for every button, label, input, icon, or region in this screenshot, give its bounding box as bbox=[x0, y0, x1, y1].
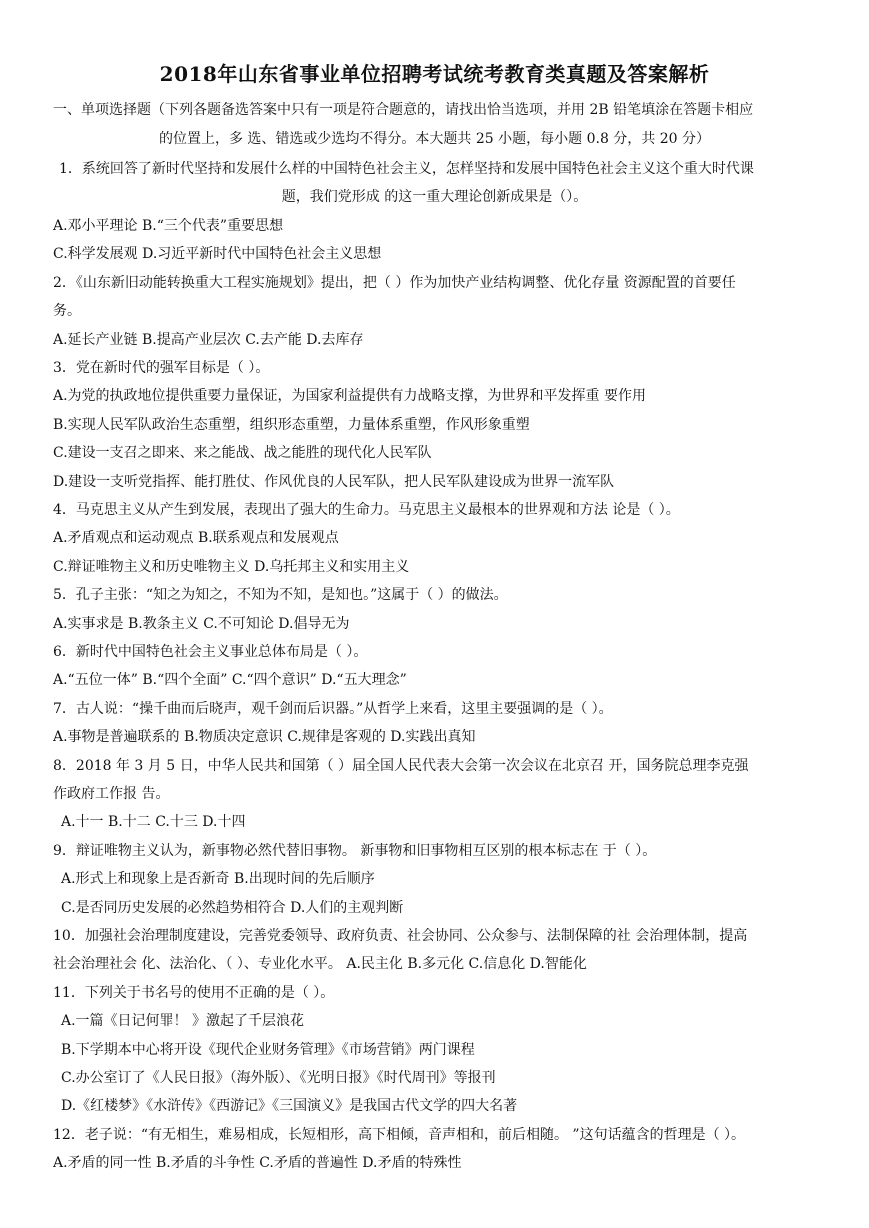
q1-option-line: A.邓小平理论 B.“三个代表”重要思想 bbox=[53, 218, 284, 234]
q9-stem: 9．辩证唯物主义认为，新事物必然代替旧事物。 新事物和旧事物相互区别的根本标志在 于（ ）。 bbox=[53, 843, 657, 859]
q4-option-line: C.辩证唯物主义和历史唯物主义 D.乌托邦主义和实用主义 bbox=[53, 559, 410, 575]
q11-option-line: C.办公室订了《人民日报》（海外版）、《光明日报》《时代周刊》等报刊 bbox=[61, 1070, 496, 1086]
q9-option-line: C.是否同历史发展的必然趋势相符合 D.人们的主观判断 bbox=[61, 900, 404, 916]
q11-option-line: B.下学期本中心将开设《现代企业财务管理》《市场营销》两门课程 bbox=[61, 1042, 475, 1058]
q1-stem-line-2: 题，我们党形成 的这一重大理论创新成果是（）。 bbox=[281, 189, 588, 205]
q6-stem: 6．新时代中国特色社会主义事业总体布局是（ ）。 bbox=[53, 644, 368, 660]
q4-option-line: A.矛盾观点和运动观点 B.联系观点和发展观点 bbox=[53, 530, 339, 546]
q10-stem-line-2: 社会治理社会 化、法治化、（ ）、专业化水平。 A.民主化 B.多元化 C.信息化 D.智能化 bbox=[53, 956, 587, 972]
q4-stem: 4．马克思主义从产生到发展，表现出了强大的生命力。马克思主义最根本的世界观和方法 论是（ ）。 bbox=[53, 502, 680, 518]
q3-option-line: A.为党的执政地位提供重要力量保证，为国家利益提供有力战略支撑，为世界和平发挥重 要作用 bbox=[53, 388, 647, 404]
q6-option-line: A.“五位一体” B.“四个全面” C.“四个意识” D.“五大理念” bbox=[53, 672, 407, 688]
q3-stem: 3．党在新时代的强军目标是（ ）。 bbox=[53, 360, 270, 376]
q11-option-line: D.《红楼梦》《水浒传》《西游记》《三国演义》是我国古代文学的四大名著 bbox=[61, 1098, 518, 1114]
q9-option-line: A.形式上和现象上是否新奇 B.出现时间的先后顺序 bbox=[61, 871, 375, 887]
q2-stem-line-2: 务。 bbox=[53, 303, 81, 319]
q8-option-line: A.十一 B.十二 C.十三 D.十四 bbox=[61, 814, 246, 830]
q10-stem-line-1: 10．加强社会治理制度建设，完善党委领导、政府负责、社会协同、公众参与、法制保障的社 会治理体制，提高 bbox=[53, 928, 748, 944]
q8-stem-line-1: 8．2018 年 3 月 5 日，中华人民共和国第（ ）届全国人民代表大会第一次会议在北京召 开，国务院总理李克强 bbox=[53, 758, 749, 774]
q5-option-line: A.实事求是 B.教条主义 C.不可知论 D.倡导无为 bbox=[53, 616, 350, 632]
q5-stem: 5．孔子主张：“知之为知之，不知为不知，是知也。”这属于（ ）的做法。 bbox=[53, 587, 508, 603]
q2-stem-line-1: 2．《山东新旧动能转换重大工程实施规划》提出，把（ ）作为加快产业结构调整、优化存量 资源配置的首要任 bbox=[53, 275, 736, 291]
q7-stem: 7．古人说：“操千曲而后晓声，观千剑而后识器。”从哲学上来看，这里主要强调的是（ ）。 bbox=[53, 701, 613, 717]
q11-option-line: A.一篇《日记何罪！ 》激起了千层浪花 bbox=[61, 1013, 305, 1029]
q3-option-line: B.实现人民军队政治生态重塑，组织形态重塑，力量体系重塑，作风形象重塑 bbox=[53, 417, 530, 433]
section-header-line-1: 一、单项选择题（下列各题备选答案中只有一项是符合题意的，请找出恰当选项，并用 2B 铅笔填涂在答题卡相应 bbox=[53, 102, 754, 118]
section-header-line-2: 的位置上，多 选、错选或少选均不得分。本大题共 25 小题，每小题 0.8 分，共 20 分） bbox=[158, 131, 711, 147]
q8-stem-line-2: 作政府工作报 告。 bbox=[53, 786, 170, 802]
page-title: 2018年山东省事业单位招聘考试统考教育类真题及答案解析 bbox=[159, 62, 710, 86]
q3-option-line: D.建设一支听党指挥、能打胜仗、作风优良的人民军队，把人民军队建设成为世界一流军队 bbox=[53, 474, 615, 490]
q11-stem: 11．下列关于书名号的使用不正确的是（ ）。 bbox=[53, 985, 335, 1001]
q7-option-line: A.事物是普遍联系的 B.物质决定意识 C.规律是客观的 D.实践出真知 bbox=[53, 729, 476, 745]
q3-option-line: C.建设一支召之即来、来之能战、战之能胜的现代化人民军队 bbox=[53, 445, 432, 461]
q1-option-line: C.科学发展观 D.习近平新时代中国特色社会主义思想 bbox=[53, 246, 382, 262]
q12-option-line: A.矛盾的同一性 B.矛盾的斗争性 C.矛盾的普遍性 D.矛盾的特殊性 bbox=[53, 1155, 462, 1171]
q12-stem: 12．老子说：“有无相生，难易相成，长短相形，高下相倾，音声相和，前后相随。 ”这句话蕴含的哲理是（ ）。 bbox=[53, 1127, 746, 1143]
q1-stem-line-1: 1．系统回答了新时代坚持和发展什么样的中国特色社会主义，怎样坚持和发展中国特色社会主义这个重大时代课 bbox=[59, 161, 754, 177]
q2-option-line: A.延长产业链 B.提高产业层次 C.去产能 D.去库存 bbox=[53, 332, 364, 348]
